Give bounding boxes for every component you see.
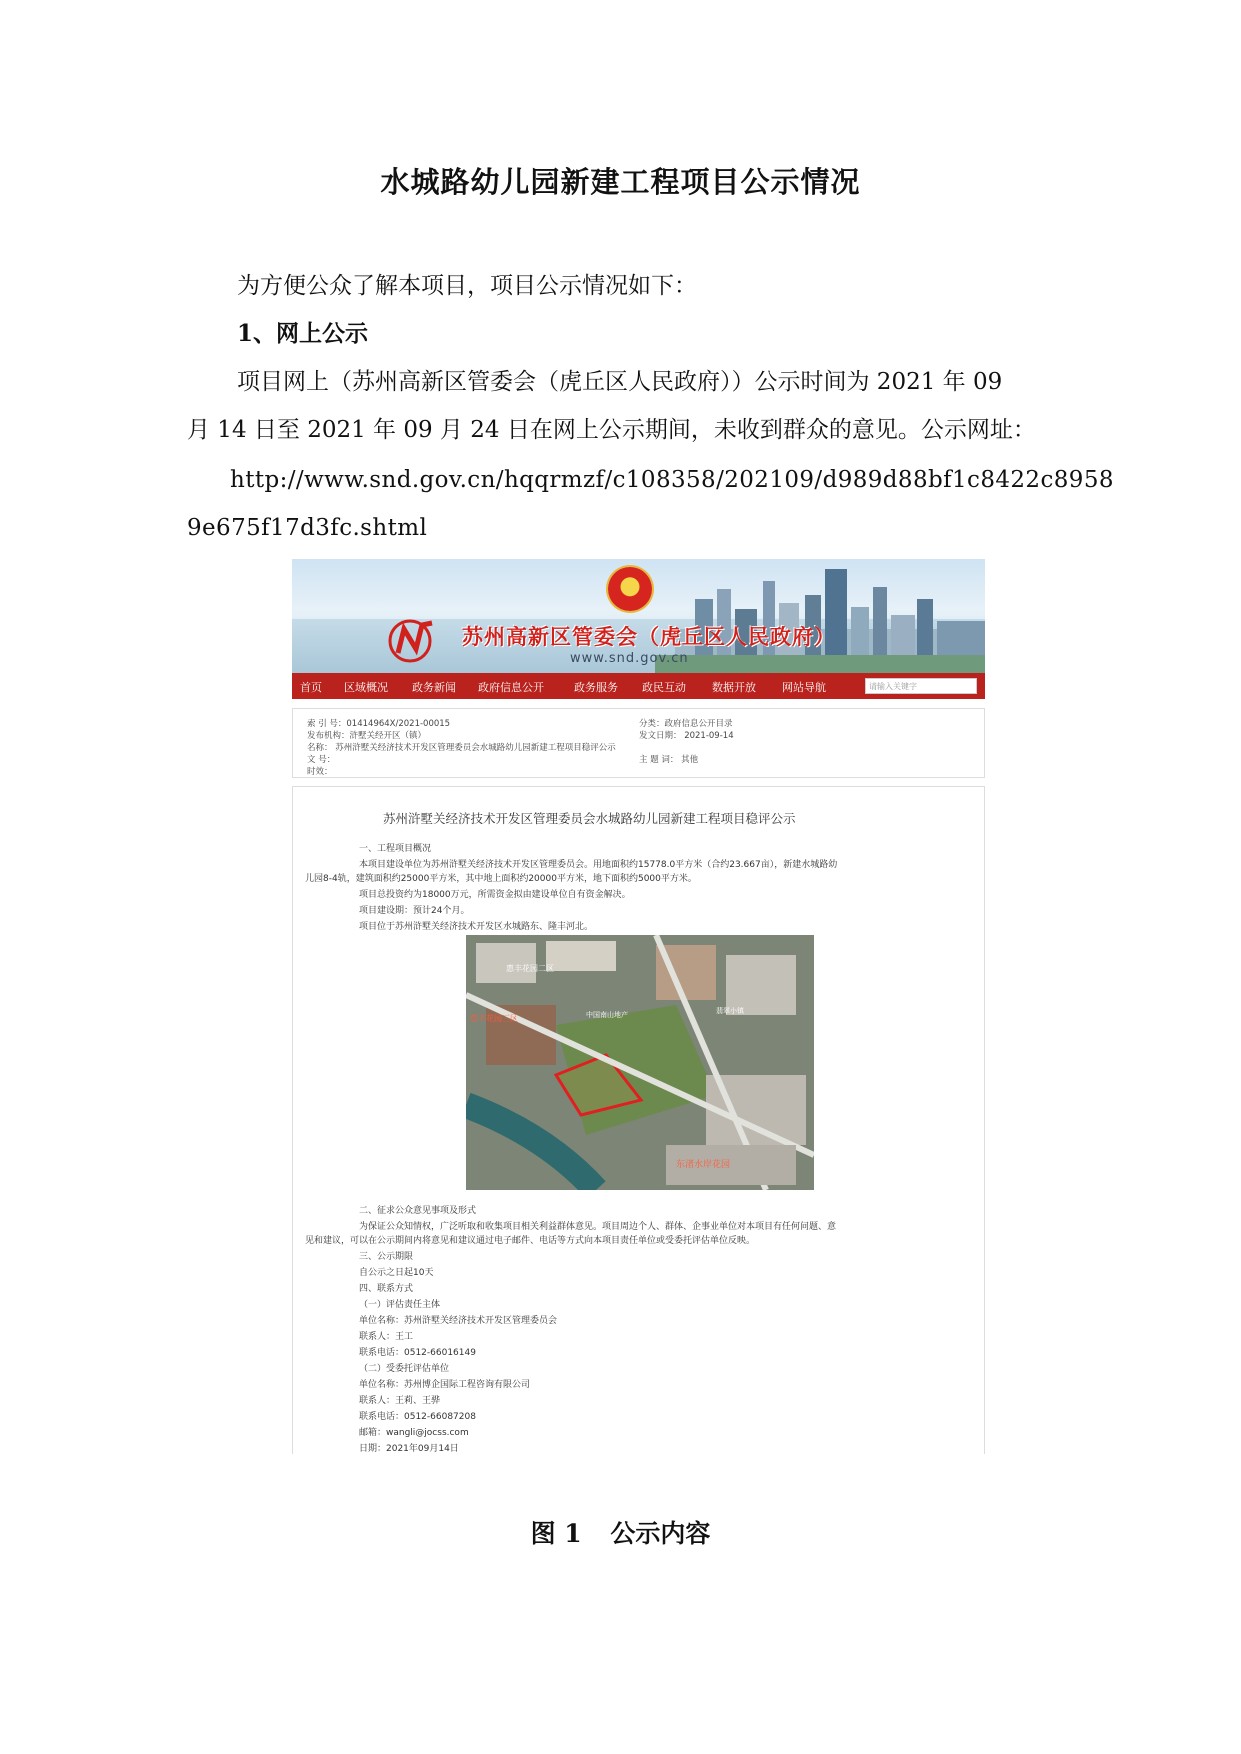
meta-doc-no: 文 号：: [307, 755, 336, 765]
article-body: [292, 786, 985, 1454]
nav-item-interaction[interactable]: 政民互动: [642, 681, 686, 694]
article-text: 项目位于苏州浒墅关经济技术开发区水城路东、隆丰河北。: [359, 922, 594, 932]
meta-index: 索 引 号：01414964X/2021-00015: [307, 719, 451, 729]
article-text: 儿园8-4轨，建筑面积约25000平方米，其中地上面积约20000平方米，地下面积约5000平方米。: [305, 874, 697, 884]
section-heading: 1、网上公示: [237, 320, 369, 347]
caption-text: 公示内容: [610, 1519, 711, 1548]
figure-caption: [0, 1514, 1241, 1550]
meta-name: 名称： 苏州浒墅关经济技术开发区管理委员会水城路幼儿园新建工程项目稳评公示: [307, 743, 616, 753]
article-text: 为保证公众知情权，广泛听取和收集项目相关利益群体意见。项目周边个人、群体、企事业单位对本项目有任何问题、意: [359, 1222, 837, 1232]
site-name: 苏州高新区管委会（虎丘区人民政府）: [462, 625, 836, 649]
snd-logo-icon[interactable]: [386, 617, 440, 663]
article-heading-1: 一、工程项目概况: [359, 844, 432, 854]
article-text: 日期：2021年09月14日: [359, 1444, 459, 1454]
national-emblem-icon: [608, 567, 652, 611]
map-label: 惠丰花园三区: [470, 1014, 518, 1023]
article-text: 联系电话：0512-66087208: [359, 1412, 476, 1422]
article-text: （二）受委托评估单位: [359, 1364, 450, 1374]
article-title: 苏州浒墅关经济技术开发区管理委员会水城路幼儿园新建工程项目稳评公示: [383, 811, 796, 826]
article-text: （一）评估责任主体: [359, 1300, 441, 1310]
skyline-image: [655, 559, 985, 673]
nav-item-open-data[interactable]: 数据开放: [712, 681, 756, 694]
body-line-2: 月 14 日至 2021 年 09 月 24 日在网上公示期间，未收到群众的意见。公示网址：: [187, 417, 1036, 443]
map-label: 翡翠小镇: [716, 1007, 744, 1015]
article-heading-2: 二、征求公众意见事项及形式: [359, 1206, 477, 1216]
article-text: 自公示之日起10天: [359, 1268, 434, 1278]
body-line-1: 项目网上（苏州高新区管委会（虎丘区人民政府））公示时间为 2021 年 09: [237, 369, 1003, 395]
nav-item-home[interactable]: 首页: [300, 681, 322, 694]
nav-item-services[interactable]: 政务服务: [574, 681, 618, 694]
article-text: 联系电话：0512-66016149: [359, 1348, 476, 1358]
nav-item-news[interactable]: 政务新闻: [412, 681, 456, 694]
article-text: 项目建设期：预计24个月。: [359, 906, 470, 916]
intro-paragraph: 为方便公众了解本项目，项目公示情况如下：: [237, 273, 697, 299]
nav-item-disclosure[interactable]: 政府信息公开: [478, 681, 544, 694]
meta-category: 分类：政府信息公开目录: [639, 719, 733, 729]
article-heading-4: 四、联系方式: [359, 1284, 414, 1294]
search-input[interactable]: 请输入关键字: [865, 678, 977, 694]
url-line-1[interactable]: http://www.snd.gov.cn/hqqrmzf/c108358/202109/d989d88bf1c8422c8958: [230, 467, 1114, 493]
map-label: 中国南山地产: [586, 1011, 628, 1019]
site-nav: [292, 673, 985, 699]
article-text: 联系人：王工: [359, 1332, 414, 1342]
meta-publisher: 发布机构：浒墅关经开区（镇）: [307, 731, 427, 741]
url-line-2[interactable]: 9e675f17d3fc.shtml: [187, 515, 428, 541]
map-label: 东渚水岸花园: [676, 1160, 731, 1170]
site-url: www.snd.gov.cn: [570, 651, 689, 666]
article-text: 本项目建设单位为苏州浒墅关经济技术开发区管理委员会。用地面积约15778.0平方米（合约23.667亩），新建水城路幼: [359, 860, 838, 870]
article-text: 联系人：王莉、王骅: [359, 1396, 441, 1406]
satellite-map-image: [466, 935, 814, 1190]
article-text: 单位名称：苏州博企国际工程咨询有限公司: [359, 1380, 531, 1390]
meta-date: 发文日期： 2021-09-14: [639, 731, 734, 741]
meta-keywords: 主 题 词： 其他: [639, 755, 699, 765]
caption-number: 图 1: [530, 1519, 582, 1548]
metadata-box: [292, 708, 985, 778]
nav-item-sitemap[interactable]: 网站导航: [782, 681, 826, 694]
article-text: 项目总投资约为18000万元，所需资金拟由建设单位自有资金解决。: [359, 890, 631, 900]
article-heading-3: 三、公示期限: [359, 1252, 414, 1262]
article-text: 见和建议，可以在公示期间内将意见和建议通过电子邮件、电话等方式向本项目责任单位或受委托评估单位反映。: [305, 1236, 756, 1246]
article-text: 邮箱：wangli@jocss.com: [359, 1428, 469, 1438]
announcement-screenshot: [292, 559, 985, 1454]
article-text: 单位名称：苏州浒墅关经济技术开发区管理委员会: [359, 1316, 558, 1326]
map-label: 惠丰花园二区: [506, 964, 554, 973]
site-banner: [292, 559, 985, 673]
page-title: 水城路幼儿园新建工程项目公示情况: [380, 165, 861, 199]
nav-item-overview[interactable]: 区域概况: [344, 681, 388, 694]
meta-validity: 时效：: [307, 767, 333, 777]
